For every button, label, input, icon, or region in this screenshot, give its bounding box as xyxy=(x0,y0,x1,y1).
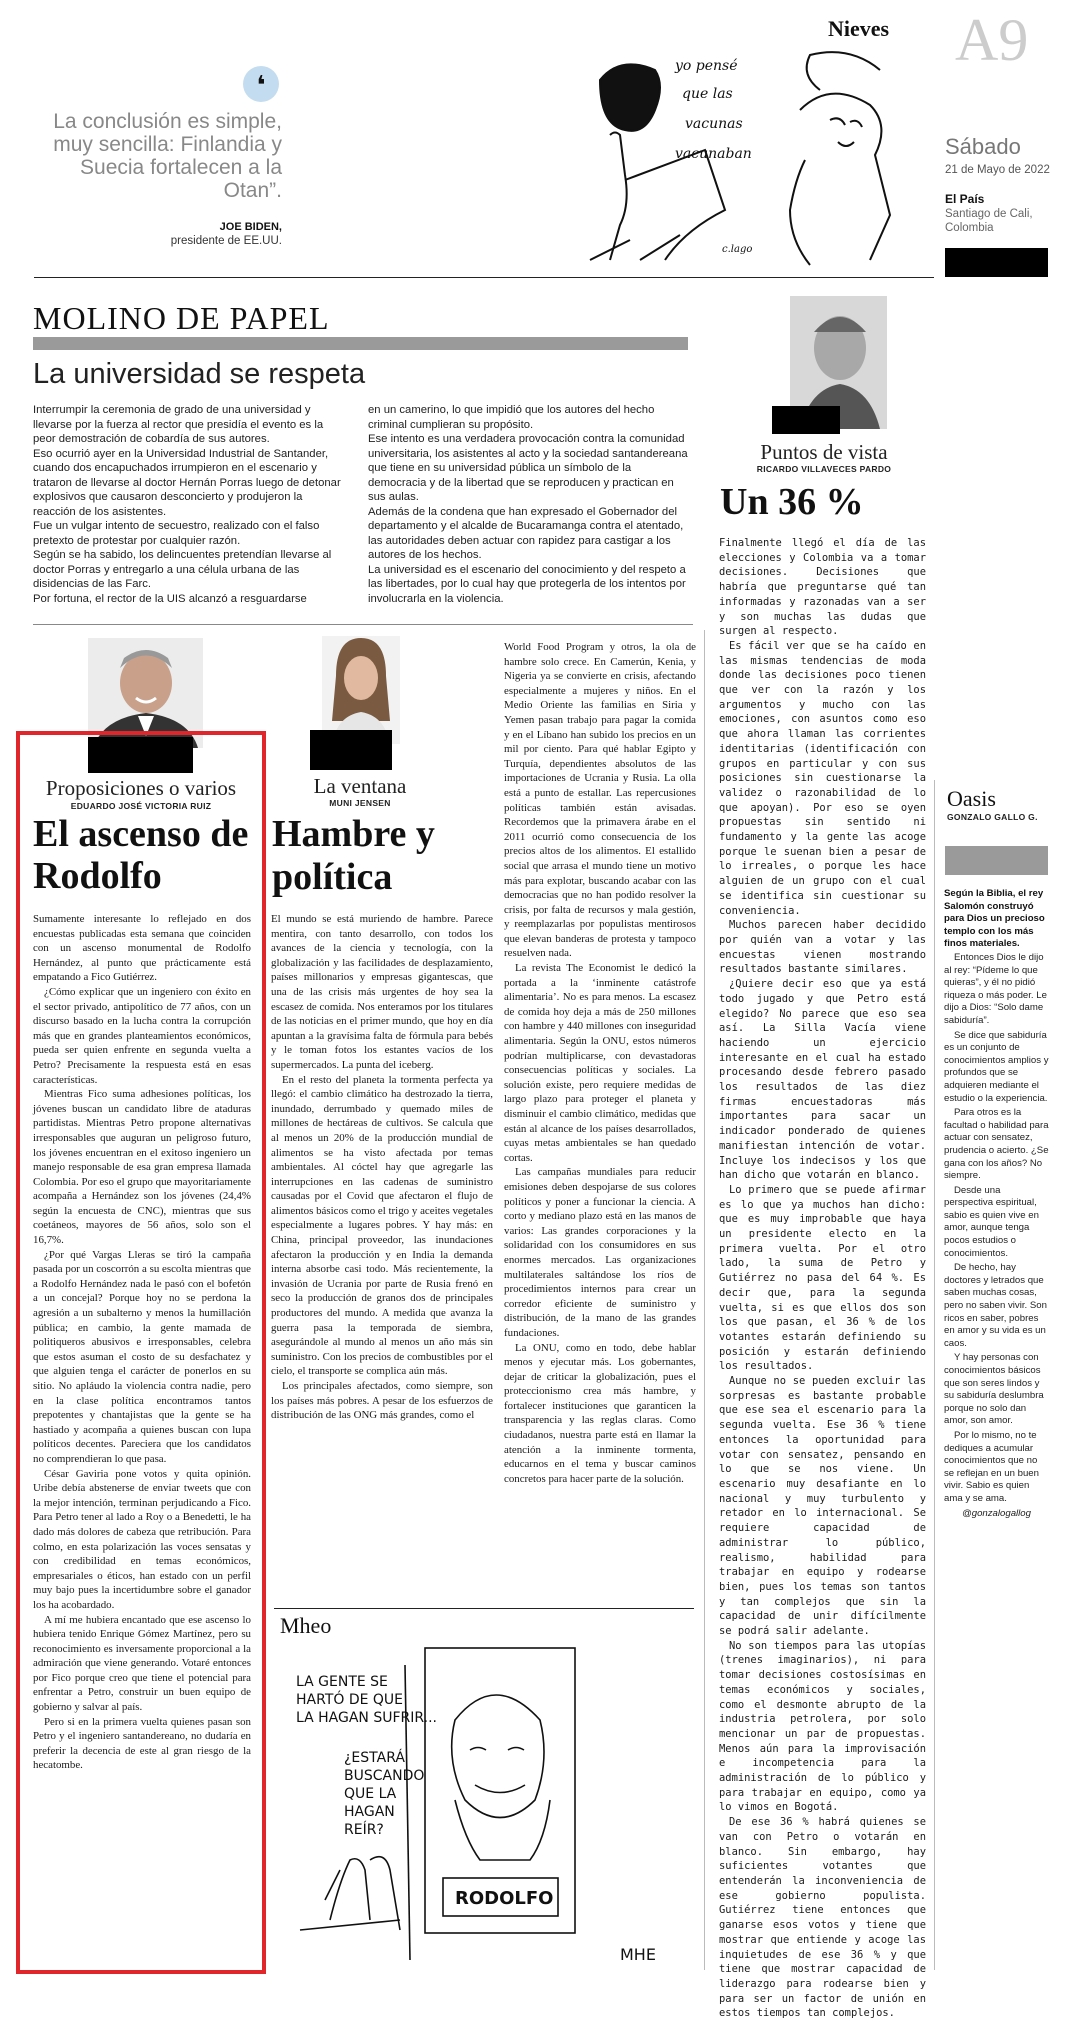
ventana-paragraph: El mundo se está muriendo de hambre. Parece mentira, con tanto desarrollo, con todos los avances de la ciencia y tecnología, con la globalización y las facilidades de desplazamiento, países millonarios y empresas gigantescas, que una de las crisis más urgentes de hoy sea la escasez de comida. Nos enteramos por los titulares de las noticias en el primer mundo, que hoy en día apuntan a la gravísima falta de fórmula para bebés y le toman fotos los estantes vacíos de los supermercados. La punta del iceberg. xyxy=(271,913,493,1071)
oasis-paragraph: Desde una perspectiva espiritual, sabio es quien vive en amor, aunque tenga pocos estudios o conocimientos. xyxy=(944,1184,1039,1259)
puntos-paragraph: Muchos parecen haber decidido por quién van a votar y las encuestas vienen mostrando resultados bastante similares. xyxy=(719,919,926,976)
mheo-caption-line: REÍR? xyxy=(344,1822,384,1838)
mheo-caption-line: LA HAGAN SUFRIR... xyxy=(296,1710,437,1726)
edition-day: Sábado xyxy=(945,134,1021,159)
quote-text: La conclusión es simple, muy sencilla: Finlandia y Suecia fortalecen a la Otan”. xyxy=(53,110,282,202)
proposiciones-author: EDUARDO JOSÉ VICTORIA RUIZ xyxy=(70,801,212,811)
mheo-signature: MHE xyxy=(620,1945,656,1964)
cartoon-signature: c.lago xyxy=(722,244,753,255)
mheo-cartoon xyxy=(280,1640,694,1975)
puntos-paragraph: Finalmente llegó el día de las elecciones y Colombia va a tomar decisiones. Decisiones que habría que preguntarse qué tan informadas y razonadas van a ser y son muchas las dudas que surgen al respecto. xyxy=(719,537,926,638)
oasis-author: GONZALO GALLO G. xyxy=(947,812,1038,822)
ventana-paragraph: En el resto del planeta la tormenta perfecta ya llegó: el cambio climático ha destrozado la tierra, inundado, derrumbado y quemado miles de millones de hectáreas de cultivos. Se calcula que al menos un 20% de la producción mundial de alimentos se ha visto afectada por temas ambientales. Al cóctel hay que agregarle las interrupciones en las cadenas de suministro causadas por el Covid que afectaron el flujo de alimentos básicos como el trigo y aceites vegetales especialmente a lugares pobres. Y hay más: en China, principal proveedor, las inundaciones afectaron la producción y en India la demanda interna absorbe casi todo. Más recientemente, la invasión de Ucrania por parte de Rusia frenó en seco la producción de granos dos de principales productores del mundo. A medida que avanza la guerra pasa la temporada de siembra, asegurándole al mundo al menos un año más sin suministro. Con los precios de combustibles por el cielo, el transporte se complica aún más. xyxy=(271,1073,493,1378)
mheo-title: Mheo xyxy=(280,1613,332,1638)
ventana-kicker: La ventana xyxy=(313,774,407,798)
column-separator xyxy=(934,780,935,1970)
proposiciones-body xyxy=(33,912,251,1773)
cartoon-speech-line: que las xyxy=(682,86,733,102)
editorial-headline: La universidad se respeta xyxy=(33,358,366,390)
mheo-caption-line: HAGAN xyxy=(344,1804,395,1820)
editorial-gray-bar xyxy=(33,337,688,350)
cartoon-speech-line: vacunaban xyxy=(675,146,752,162)
editorial-bottom-rule xyxy=(33,624,693,625)
editorial-column-1 xyxy=(33,403,348,606)
quote-author-role: presidente de EE.UU. xyxy=(170,235,282,247)
ventana-paragraph: World Food Program y otros, la ola de hambre solo crece. En Camerún, Kenia, y Nigeria ya se convierte en crisis, afectando especialmente a mujeres y niños. En el Medio Oriente las familias en Siria y Yemen pasan trabajo para pagar la comida y en el Líbano han subido los precios en un mil por ciento. Para qué hablar Egipto y Turquía, dependientes absolutos de las importaciones de Ucrania y Rusia. La olla está a punto de estallar. Las repercusiones políticas también están avisadas. Recordemos que la primavera árabe en el 2011 ocurrió como consecuencia de los precios altos de los alimentos. El estallido social que arrasa el mundo tiene un motivo más para explotar, buscando acabar con las democracias que no han podido resolver la crisis, por falta de recursos y mala gestión, y reemplazarlas por populistas mentirosos que elevan banderas de protesta y tampoco resuelven nada. xyxy=(504,641,696,960)
mheo-caption-line: ¿ESTARÁ xyxy=(344,1750,405,1766)
ventana-paragraph: La revista The Economist le dedicó la portada a la ‘inminente catástrofe alimentaria’. No es para menos. La escasez de comida hoy deja a más de 250 millones con hambre y 440 millones con inseguridad alimentaria. Según la ONU, estos números podrían multiplicarse, con devastadoras consecuencias políticas y sociales. La solución existe, pero requiere medidas de largo plazo para proteger el planeta y disminuir el cambio climático, medidas que están al alcance de los países desarrollados, cuyas metas ambientales se han quedado cortas. xyxy=(504,962,696,1164)
proposiciones-headline: El ascenso de Rodolfo xyxy=(33,813,249,897)
puntos-author: RICARDO VILLAVECES PARDO xyxy=(756,464,892,474)
cartoon-speech-line: vacunas xyxy=(685,116,743,132)
puntos-paragraph: Lo primero que se puede afirmar es lo que ya muchos han dicho: que es muy improbable que haya un presidente electo en la primera vuelta. Por el otro lado, la suma de Petro y Gutiérrez no pasa del 64 %. Es decir que, para la segunda vuelta, si es que ellos dos son los que pasan, el 36 % de los votantes estarán definiendo su posición y estarán definiendo los resultados. xyxy=(719,1183,926,1373)
oasis-paragraph: Por lo mismo, no te dediques a acumular conocimientos que no se reflejan en un buen vivir. Sabio es quien ama y se ama. xyxy=(944,1429,1039,1504)
puntos-kicker: Puntos de vista xyxy=(760,440,888,464)
puntos-paragraph: Aunque no se pueden excluir las sorpresas es bastante probable que ese sea el escenario para la segunda vuelta. Ese 36 % tiene entonces la oportunidad para votar con sensatez, pensando en lo que se nos viene. Un escenario muy desafiante en lo nacional y muy turbulento y retador en lo internacional. Se requiere capacidad de administrar lo público, realismo, habilidad para trabajar en equipo y rodearse bien, pues los temas son tantos y tan complejos que sin la capacidad de unir difícilmente se podrá salir adelante. xyxy=(719,1375,926,1638)
proposiciones-paragraph: César Gaviria pone votos y quita opinión. Uribe debía abstenerse de enviar tweets que con la mejor intención, terminan perjudicando a Fico. Para Petro tener al lado a Roy o a Benedetti, le ha dado más dolores de cabeza que retribución. Para colmo, en esta polarización las voces sensatas y con credibilidad en temas económicos, empresariales o éticos, han estado con un perfil muy bajo pues la incertidumbre sobre el ganador los ha acobardado. xyxy=(33,1467,251,1611)
oasis-gray-bar xyxy=(945,846,1048,875)
mheo-caption-line: BUSCANDO xyxy=(344,1768,425,1784)
header-rule xyxy=(34,277,934,278)
puntos-body xyxy=(719,536,926,2021)
editorial-paragraph: Según se ha sabido, los delincuentes pretendían llevarse al doctor Porras y entregarlo a una célula urbana de las disidencias de las Farc. xyxy=(33,549,332,590)
puntos-headline: Un 36 % xyxy=(720,481,864,523)
page-number: A9 xyxy=(955,7,1029,73)
oasis-lead: Según la Biblia, el rey Salomón construyó para Dios un precioso templo con los más finos materiales. xyxy=(944,888,1045,949)
author-photo-bar xyxy=(310,730,392,770)
edition-date: 21 de Mayo de 2022 xyxy=(945,164,1050,176)
oasis-body xyxy=(944,952,1049,1520)
column-separator xyxy=(704,630,705,1970)
editorial-paragraph: La universidad es el escenario del conocimiento y del respeto a las libertades, por lo cual hay que protegerla de los intentos por involucrarla en la violencia. xyxy=(368,563,686,605)
ventana-column-2 xyxy=(504,640,696,1486)
editorial-column-2 xyxy=(368,403,688,606)
ventana-paragraph: La ONU, como en todo, debe hablar menos y ejecutar más. Los gobernantes, dejar de criticar la globalización, pues el proteccionismo crea más hambre, y fortalecer instituciones que garanticen la transparencia y las reglas claras. Como ciudadanos, nuestra parte está en llamar la atención a la inminente tormenta, educarnos en el tema y buscar caminos concretos para hacer parte de la solución. xyxy=(504,1341,696,1485)
puntos-paragraph: De ese 36 % habrá quienes se van con Petro o votarán en blanco. Sin embargo, hay suficientes votantes que entenderán la inconveniencia de ese gobierno populista. Gutiérrez tiene entonces que ganarse esos votos y tiene que mostrar que entiende y acoge las inquietudes de ese 36 % y que tiene que mostrar capacidad de liderazgo para rodearse bien y para ser un factor de unión en estos tiempos tan complejos. xyxy=(719,1816,926,2020)
editorial-paragraph: en un camerino, lo que impidió que los autores del hecho criminal cumplieran su propósito. xyxy=(368,404,655,431)
header-black-bar xyxy=(945,248,1048,277)
oasis-paragraph: Para otros es la facultad o habilidad para actuar con sensatez, prudencia o acierto. ¿Se gana con los años? No siempre. xyxy=(944,1107,1049,1182)
mheo-caption-line: HARTÓ DE QUE xyxy=(296,1692,404,1708)
oasis-paragraph: Entonces Dios le dijo al rey: “Pídeme lo que quieras”, y él no pidió riqueza o más poder. Le dijo a Dios: “Solo dame sabiduría”. xyxy=(944,952,1047,1026)
proposiciones-paragraph: ¿Por qué Vargas Lleras se tiró la campaña pasada por un coscorrón a su escolta mientras que a Rodolfo Hernández nada le pasó con el bofetón a un concejal? Porque hoy no se perdona la agresión a un subalterno y menos la humillación pública; en cambio, la gente mamada de politiqueros abusivos e irresponsables, celebra que estos asuman el costo de su desfachatez y que alguien tenga el carácter de ponerlos en su sitio. No apláudo la violencia contra nadie, pero en la clase política encontramos tantos prepotentes y chantajistas que la gente se ha hastiado y acompaña a quienes buscan con lupa políticos decentes. Pareciera que los candidatos no comprendieran lo que pasa. xyxy=(33,1248,251,1465)
cartoon-vaccines xyxy=(570,30,930,275)
proposiciones-paragraph: Sumamente interesante lo reflejado en dos encuestas publicadas esta semana que coinciden con un ascenso monumental de Rodolfo Hernández, al punto que prácticamente está empatando a Fico Gutiérrez. xyxy=(33,913,251,984)
proposiciones-paragraph: A mí me hubiera encantado que ese ascenso lo hubiera tenido Enrique Gómez Martínez, pero su reconocimiento es inversamente proporcional a la admiración que viene generando. Votaré entonces por Fico porque creo que tiene el potencial para enfrentar a Petro, construir un buen equipo de gobierno y salvar al país. xyxy=(33,1613,251,1714)
author-photo-bar xyxy=(772,406,840,434)
oasis-paragraph: De hecho, hay doctores y letrados que saben muchas cosas, pero no saben vivir. Son ricos en saber, pobres en amor y su vida es un caos. xyxy=(944,1262,1047,1349)
proposiciones-paragraph: Pero si en la primera vuelta quienes pasan son Petro y el ingeniero santandereano, no dudaría en preferir la decencia de este al gran riesgo de la hecatombe. xyxy=(33,1715,251,1772)
puntos-paragraph: No son tiempos para las utopías (trenes imaginarios), ni para tomar decisiones costosísimas en temas económicos y sociales, como el desmonte abrupto de la industria petrolera, por solo mencionar un par de propuestas. Menos aún para la improvisación e incompetencia para la administración de lo público y para trabajar en equipo, como ya lo vimos en Bogotá. xyxy=(719,1639,926,1814)
mheo-top-rule xyxy=(274,1608,694,1609)
section-name: Nieves xyxy=(828,16,890,41)
mheo-caption-line: QUE LA xyxy=(344,1786,397,1802)
cartoon-speech-line: yo pensé xyxy=(675,58,738,74)
proposiciones-kicker: Proposiciones o varios xyxy=(45,776,237,800)
quote-icon: ❛ xyxy=(243,66,279,102)
ventana-headline: Hambre y política xyxy=(272,813,435,898)
ventana-paragraph: Los principales afectados, como siempre, son los países más pobres. A pesar de los esfuerzos de distribución de las ONG más grandes, como el xyxy=(271,1380,493,1422)
editorial-section-title: MOLINO DE PAPEL xyxy=(33,300,330,336)
editorial-paragraph: Fue un vulgar intento de secuestro, realizado con el falso pretexto de protestar por cualquier razón. xyxy=(33,520,320,547)
oasis-title: Oasis xyxy=(947,786,996,811)
editorial-paragraph: Además de la condena que han expresado el Gobernador del departamento y el alcalde de Bucaramanga contra el atentado, las autoridades deben actuar con rapidez para castigar a los autores de los hechos. xyxy=(368,505,684,561)
edition-location: Santiago de Cali, Colombia xyxy=(945,208,1033,234)
proposiciones-paragraph: Mientras Fico suma adhesiones políticas, los jóvenes buscan un candidato libre de ataduras partidistas. Mientras Petro propone alternativas irresponsables que auguran un peligroso futuro, los jóvenes encuentran en el exitoso ingeniero un manejo responsable de esa gran empresa llamada Colombia. Por eso el grupo que mayoritariamente acompaña a Hernández son los jóvenes (24,4% según la encuesta de CNC), mientras que sus coetáneos, mayores de 56 años, solo son el 16,7%. xyxy=(33,1088,251,1247)
proposiciones-paragraph: ¿Cómo explicar que un ingeniero con éxito en el sector privado, antipolítico de 77 años, con un discurso basado en la lucha contra la corrupción más que en grandes planteamientos económicos, pueda ser quien enfrente en segunda vuelta a Petro? Precisamente la respuesta está en esas características. xyxy=(33,985,251,1086)
puntos-paragraph: Es fácil ver que se ha caído en las mismas tendencias de moda donde las decisiones poco tienen que ver con la razón y los argumentos y mucho con las emociones, con asuntos como eso que ahora llaman las corrientes identitarias (identificación con grupos en particular y con sus posiciones sin cuestionarse la validez o razonabilidad de lo que apoyan). Por eso se oyen propuestas sin sentido ni fundamento y la gente las acoge porque le suenan bien a pesar de lo irreales, o porque les hace alguien de un grupo con el cual se identifica sin cuestionar su conveniencia. xyxy=(719,639,926,917)
mheo-caption-line: LA GENTE SE xyxy=(296,1674,388,1690)
oasis-paragraph: Se dice que sabiduría es un conjunto de conocimientos amplios y profundos que se adquieren mediante el estudio o la experiencia. xyxy=(944,1029,1049,1104)
editorial-paragraph: Por fortuna, el rector de la UIS alcanzó a resguardarse xyxy=(33,592,307,605)
author-photo-jensen xyxy=(322,636,400,744)
editorial-paragraph: Eso ocurrió ayer en la Universidad Industrial de Santander, cuando dos encapuchados irrumpieron en el escenario y trataron de llevarse al doctor Hernán Porras luego de detonar explosivos que causaron desconcierto y produjeron la reacción de los asistentes. xyxy=(33,447,341,518)
oasis-handle: @gonzalogallog xyxy=(962,1507,1031,1519)
oasis-paragraph: Y hay personas con conocimientos básicos que son seres lindos y su sabiduría deslumbra porque no solo dan amor, son amor. xyxy=(944,1352,1044,1427)
quote-author: JOE BIDEN, xyxy=(219,221,282,233)
ventana-author: MUNI JENSEN xyxy=(329,798,391,808)
publication-name: El País xyxy=(945,192,985,206)
ventana-paragraph: Las campañas mundiales para reducir emisiones deben despojarse de sus colores políticos y poner a funcionar la ciencia. A corto y mediano plazo está en las manos de varios: Las grandes corporaciones y la solidaridad con los consumidores en sus enormes mercados. Las organizaciones multilaterales saltándose los ríos de procedimientos internos para crear un corredor eficiente de suministro y distribución, de la mano de las grandes fundaciones. xyxy=(504,1166,696,1339)
mheo-cartoon-drawing xyxy=(280,1640,694,1975)
puntos-paragraph: ¿Quiere decir eso que ya está todo jugado y que Petro está elegido? No parece que eso sea así. La Silla Vacía viene haciendo un ejercicio interesante en el cual ha estado procesando desde febrero pasado los resultados de las diez firmas encuestadoras más importantes para sacar un indicador ponderado de quienes manifiestan intención de votar. Incluye los indecisos y los que han dicho que votarán en blanco. xyxy=(719,978,926,1182)
mheo-poster-label: RODOLFO xyxy=(455,1888,554,1909)
cartoon-vaccines-drawing xyxy=(570,30,930,275)
ventana-column-1 xyxy=(271,912,493,1423)
editorial-paragraph: Ese intento es una verdadera provocación contra la comunidad universitaria, los asistentes al acto y la sociedad santandereana que tiene en su universidad pública un símbolo de la democracia y de la libertad que se reproducen y practican en sus aulas. xyxy=(368,433,688,503)
editorial-paragraph: Interrumpir la ceremonia de grado de una universidad y llevarse por la fuerza al rector que presidía el evento es la peor demostración de cobardía de sus autores. xyxy=(33,404,324,445)
